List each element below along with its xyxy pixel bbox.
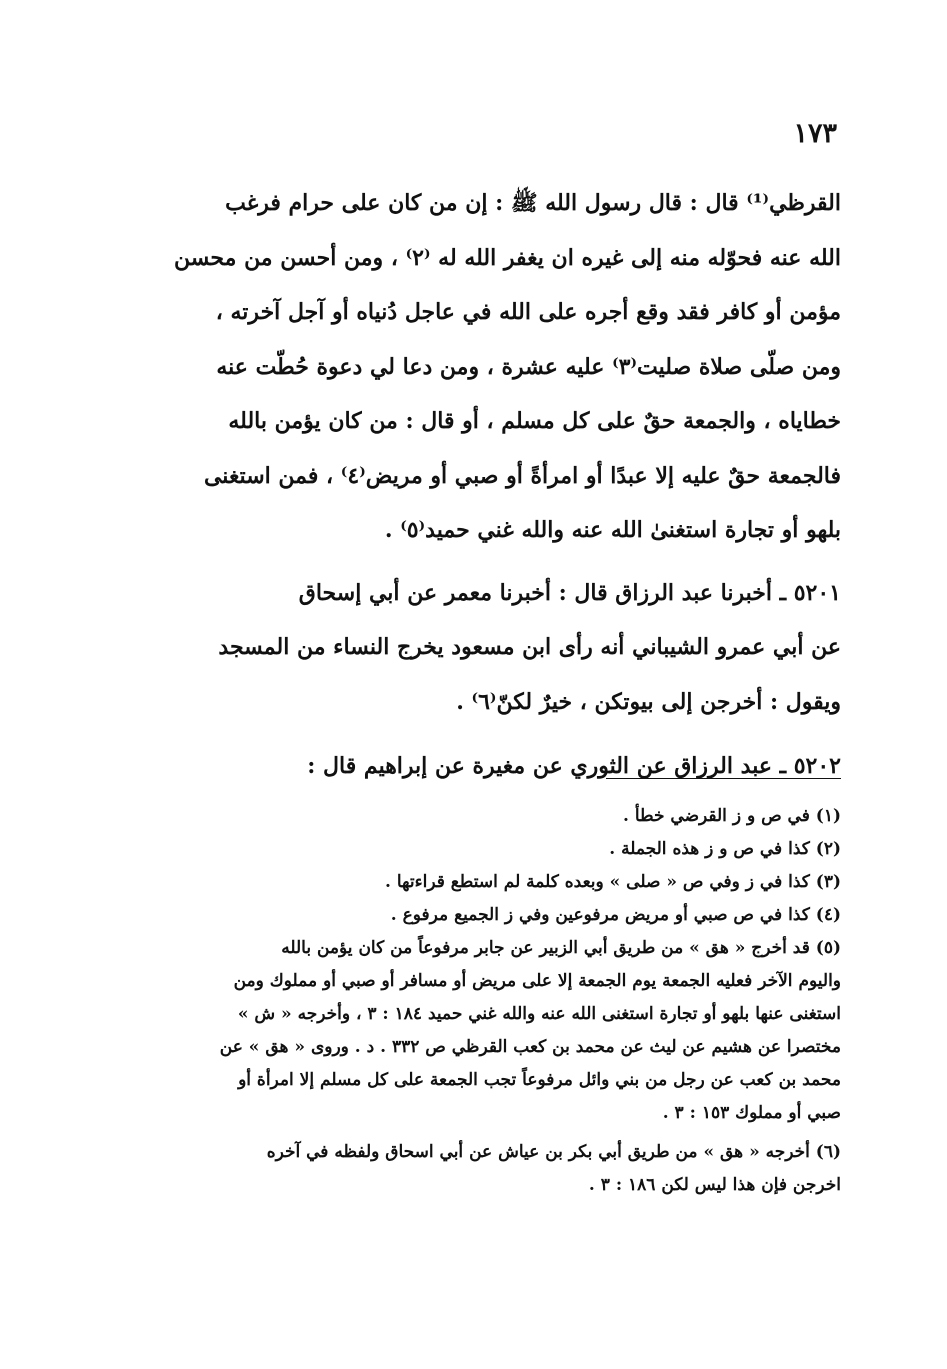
paragraph-1 [161,176,841,558]
footnote-line: استغنى عنها بلهو أو تجارة استغنى الله عنه والله غني حميد ١٨٤ : ٣ ، وأخرجه « ش » [237,1004,841,1024]
text-line: عن أبي عمرو الشيباني أنه رأى ابن مسعود يخرج النساء من المسجد [218,634,841,660]
footnotes [161,800,841,1202]
text-line: القرظي⁽¹⁾ قال : قال رسول الله ﷺ : إن من كان على حرام فرغب [225,190,841,216]
paragraph-5202 [161,739,841,794]
text-line: ٥٢٠١ ـ أخبرنا عبد الرزاق قال : أخبرنا معمر عن أبي إسحاق [298,579,841,606]
footnote-line: مختصرا عن هشيم عن ليث عن محمد بن كعب القرظي ص ٣٣٢ . د . وروى « هق » عن [219,1037,841,1057]
footnote-line: (٦) أخرجه « هق » من طريق أبي بكر بن عياش عن أبي اسحاق ولفظه في آخره [266,1142,841,1162]
footnote-line: اخرجن فإن هذا ليس لكن ١٨٦ : ٣ . [588,1175,841,1195]
footnote-1: (١) في ص و ز القرضي خطأ . [623,806,841,826]
footnote-4: (٤) كذا في ص صبي أو مريض مرفوعين وفي ز الجميع مرفوع . [390,905,841,925]
page-number: ١٧٣ [793,118,837,149]
footnote-line: واليوم الآخر فعليه الجمعة يوم الجمعة إلا على مريض أو مسافر أو صبي أو مملوك ومن [233,971,841,991]
paragraph-5201 [161,566,841,730]
main-text [161,176,841,794]
footnote-5 [161,932,841,1130]
text-line: بلهو أو تجارة استغنىٰ الله عنه والله غني حميد⁽٥⁾ . [384,517,841,543]
text-line: فالجمعة حقٌ عليه إلا عبدًا أو امرأةً أو صبي أو مريض⁽٤⁾ ، فمن استغنى [203,462,841,489]
text-line: ٥٢٠٢ ـ عبد الرزاق عن الثوري عن مغيرة عن إبراهيم قال : [307,753,841,779]
footnote-line: صبي أو مملوك ١٥٣ : ٣ . [662,1103,841,1123]
footnote-line: محمد بن كعب عن رجل من بني وائل مرفوعاً تجب الجمعة على كل مسلم إلا امرأة أو [238,1070,841,1090]
footnote-6 [161,1136,841,1202]
footnote-2: (٢) كذا في ص و ز هذه الجملة . [609,839,841,859]
footnote-separator [606,778,841,779]
text-line: خطاياه ، والجمعة حقٌ على كل مسلم ، أو قال : من كان يؤمن بالله [228,408,841,434]
footnote-line: (٥) قد أخرج « هق » من طريق أبي الزبير عن جابر مرفوعاً من كان يؤمن بالله [281,938,841,958]
text-line: الله عنه فحوّله منه إلى غيره ان يغفر الله له ⁽٢⁾ ، ومن أحسن من محسن [174,244,841,271]
text-line: مؤمن أو كافر فقد وقع أجره على الله في عاجل دُنياه أو آجل آخرته ، [215,299,841,325]
footnote-3: (٣) كذا في ز وفي ص « صلى » وبعده كلمة لم استطع قراءتها . [385,872,841,892]
text-line: ويقول : أخرجن إلى بيوتكن ، خيرٌ لكنّ⁽٦⁾ . [456,688,841,715]
text-line: ومن صلّى صلاة صليت⁽٣⁾ عليه عشرة ، ومن دعا لي دعوة حُطّت عنه [216,353,841,380]
